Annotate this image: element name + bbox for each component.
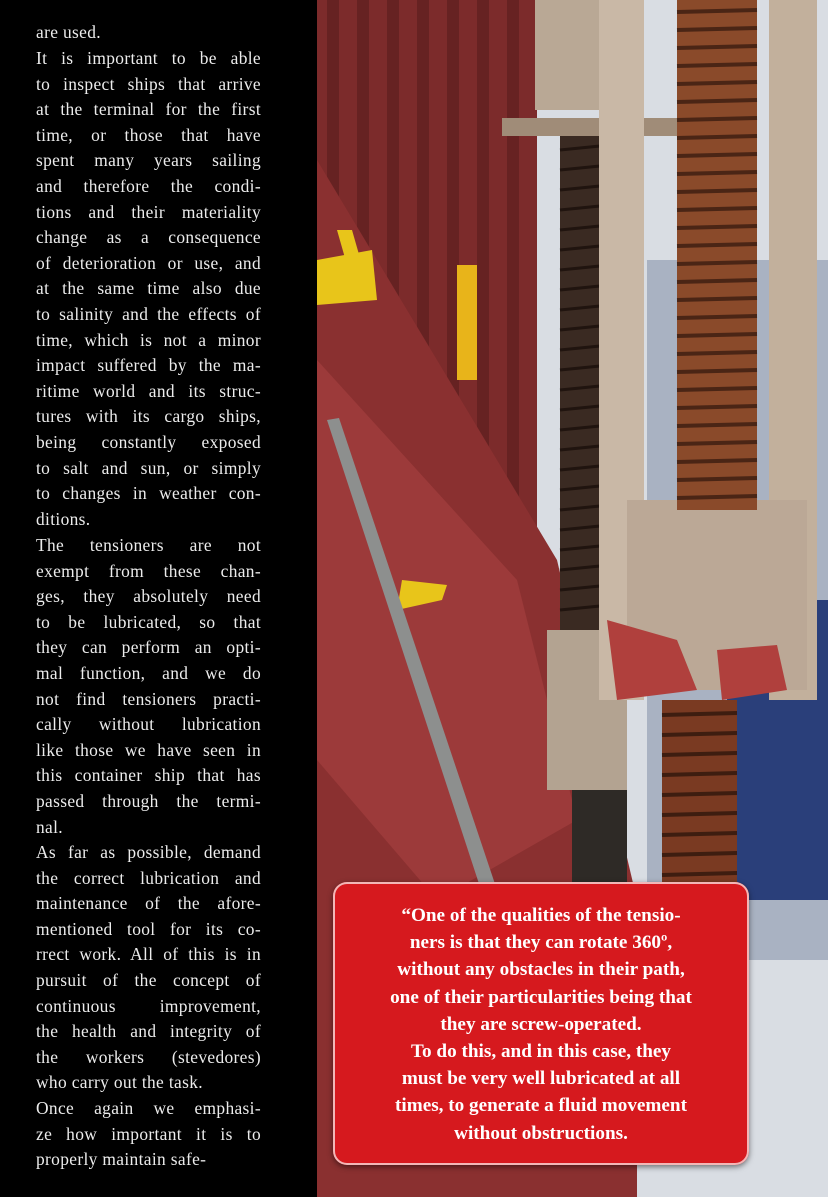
quote-line: ners is that they can rotate 360º, — [409, 932, 673, 954]
article-paragraph — [36, 840, 261, 1096]
article-line: like those we have seen in — [36, 739, 261, 760]
article-line: they can perform an opti- — [36, 637, 261, 658]
quote-line: without any obstacles in their path, — [397, 959, 685, 981]
article-line: change as a consequence — [36, 227, 261, 248]
article-line: cally without lubrication — [36, 714, 261, 735]
article-line: The tensioners are not — [36, 535, 261, 555]
article-line: spent many years sailing — [36, 150, 261, 171]
article-line: ritime world and its struc- — [36, 380, 261, 401]
quote-line: must be very well lubricated at all — [401, 1068, 681, 1090]
article-line: nal. — [36, 816, 63, 837]
article-line: the workers (stevedores) — [36, 1046, 261, 1067]
article-line: of deterioration or use, and — [36, 252, 261, 273]
article-paragraph — [36, 46, 261, 532]
quote-line: one of their particularities being that — [390, 986, 692, 1008]
article-line: time, or those that have — [36, 124, 261, 145]
article-line: tures with its cargo ships, — [36, 406, 261, 427]
quote-line: times, to generate a fluid movement — [394, 1095, 687, 1117]
article-line: to inspect ships that arrive — [36, 73, 261, 94]
article-line: It is important to be able — [36, 48, 261, 68]
article-line: and therefore the condi- — [36, 175, 261, 196]
article-line: to salinity and the effects of — [36, 303, 261, 324]
article-line: Once again we emphasi- — [36, 1098, 261, 1118]
quote-line: “One of the qualities of the tensio- — [401, 905, 681, 926]
article-line: pursuit of the concept of — [36, 969, 261, 990]
article-line: at the terminal for the first — [36, 99, 261, 120]
quote-line: To do this, and in this case, they — [411, 1041, 671, 1063]
article-line: maintenance of the afore- — [36, 893, 261, 914]
article-line: As far as possible, demand — [36, 842, 261, 862]
article-line: to salt and sun, or simply — [36, 457, 261, 478]
article-line: mentioned tool for its co- — [36, 918, 261, 939]
article-line: who carry out the task. — [36, 1072, 203, 1093]
article-line: not find tensioners practi- — [36, 688, 261, 709]
article-line: the correct lubrication and — [36, 867, 261, 888]
article-line: tions and their materiality — [36, 201, 261, 222]
article-text-column — [0, 0, 317, 1197]
quote-line: without obstructions. — [454, 1122, 628, 1144]
article-line: to be lubricated, so that — [36, 611, 261, 632]
article-line: being constantly exposed — [36, 431, 261, 452]
article-line: ze how important it is to — [36, 1123, 261, 1144]
article-line: passed through the termi- — [36, 790, 261, 811]
article-line: this container ship that has — [36, 765, 261, 786]
article-line: rrect work. All of this is in — [36, 944, 261, 965]
quote-line: they are screw-operated. — [440, 1013, 642, 1035]
article-line: properly maintain safe- — [36, 1149, 207, 1170]
article-paragraph — [36, 20, 261, 46]
article-line: ges, they absolutely need — [36, 586, 261, 607]
article-paragraph — [36, 533, 261, 840]
article-line: are used. — [36, 22, 101, 42]
article-line: exempt from these chan- — [36, 560, 261, 581]
article-line: impact suffered by the ma- — [36, 355, 261, 376]
article-line: ditions. — [36, 508, 91, 529]
article-line: continuous improvement, — [36, 995, 261, 1016]
article-line: the health and integrity of — [36, 1021, 261, 1042]
article-paragraph — [36, 1096, 261, 1173]
pull-quote-box — [333, 882, 749, 1165]
article-line: to changes in weather con- — [36, 483, 261, 504]
article-line: mal function, and we do — [36, 662, 261, 683]
article-line: time, which is not a minor — [36, 329, 261, 350]
article-line: at the same time also due — [36, 278, 261, 299]
